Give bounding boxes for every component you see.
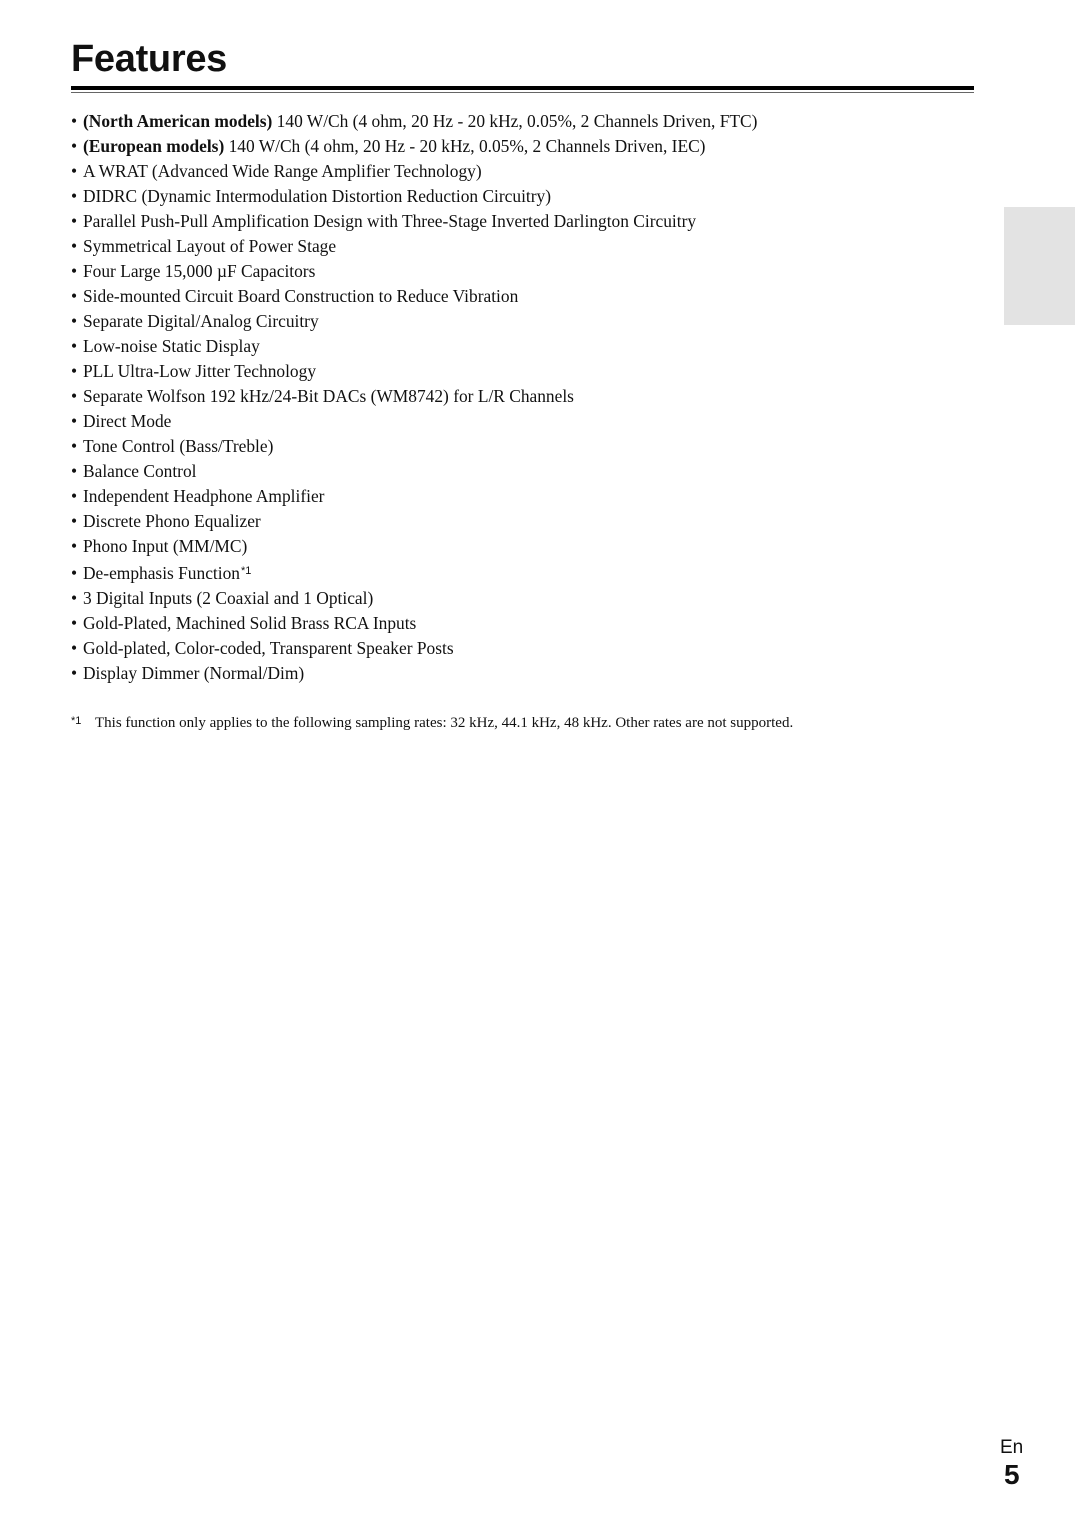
- feature-bold-label: (European models): [83, 136, 225, 156]
- feature-text: 140 W/Ch (4 ohm, 20 Hz - 20 kHz, 0.05%, 2 Channels Driven, FTC): [272, 111, 758, 131]
- feature-text: Separate Digital/Analog Circuitry: [83, 311, 319, 331]
- feature-text: Balance Control: [83, 461, 197, 481]
- bullet-icon: •: [71, 536, 78, 556]
- feature-bold-label: (North American models): [83, 111, 273, 131]
- feature-item: [71, 434, 757, 459]
- bullet-icon: •: [71, 286, 78, 306]
- feature-text: 140 W/Ch (4 ohm, 20 Hz - 20 kHz, 0.05%, 2 Channels Driven, IEC): [224, 136, 706, 156]
- feature-text: A WRAT (Advanced Wide Range Amplifier Technology): [83, 161, 482, 181]
- bullet-icon: •: [71, 461, 78, 481]
- feature-item: [71, 134, 757, 159]
- feature-text: Phono Input (MM/MC): [83, 536, 248, 556]
- bullet-icon: •: [71, 386, 78, 406]
- footnote-mark: *1: [71, 715, 82, 727]
- feature-item: [71, 409, 757, 434]
- bullet-icon: •: [71, 311, 78, 331]
- feature-item: [71, 636, 757, 661]
- feature-text: Symmetrical Layout of Power Stage: [83, 236, 337, 256]
- bullet-icon: •: [71, 236, 78, 256]
- feature-item: [71, 661, 757, 686]
- bullet-icon: •: [71, 613, 78, 633]
- feature-item: [71, 611, 757, 636]
- bullet-icon: •: [71, 211, 78, 231]
- feature-item: [71, 209, 757, 234]
- bullet-icon: •: [71, 436, 78, 456]
- feature-item: [71, 159, 757, 184]
- page-number: 5: [1004, 1459, 1020, 1490]
- feature-text: Parallel Push-Pull Amplification Design with Three-Stage Inverted Darlington Circuitry: [83, 211, 697, 231]
- bullet-icon: •: [71, 136, 78, 156]
- feature-item: [71, 234, 757, 259]
- footnote-reference: *1: [240, 565, 252, 577]
- feature-item: [71, 184, 757, 209]
- bullet-icon: •: [71, 588, 78, 608]
- page-title: Features: [71, 38, 228, 80]
- bullet-icon: •: [71, 563, 78, 583]
- feature-item: [71, 109, 757, 134]
- feature-item: [71, 459, 757, 484]
- feature-text: Side-mounted Circuit Board Construction to Reduce Vibration: [83, 286, 519, 306]
- feature-item: [71, 384, 757, 409]
- feature-text: Low-noise Static Display: [83, 336, 260, 356]
- feature-text: Gold-Plated, Machined Solid Brass RCA Inputs: [83, 613, 417, 633]
- bullet-icon: •: [71, 111, 78, 131]
- title-rule-thick: [71, 86, 974, 90]
- title-rule-thin: [71, 92, 974, 93]
- feature-item: [71, 284, 757, 309]
- feature-text: Direct Mode: [83, 411, 172, 431]
- feature-item: [71, 586, 757, 611]
- bullet-icon: •: [71, 638, 78, 658]
- feature-text: Separate Wolfson 192 kHz/24-Bit DACs (WM8742) for L/R Channels: [83, 386, 574, 406]
- language-label: En: [1000, 1437, 1024, 1458]
- feature-text: 3 Digital Inputs (2 Coaxial and 1 Optical): [83, 588, 374, 608]
- bullet-icon: •: [71, 361, 78, 381]
- features-list: [71, 109, 757, 686]
- bullet-icon: •: [71, 161, 78, 181]
- feature-item: [71, 534, 757, 559]
- bullet-icon: •: [71, 261, 78, 281]
- bullet-icon: •: [71, 336, 78, 356]
- feature-item: [71, 309, 757, 334]
- feature-text: Display Dimmer (Normal/Dim): [83, 663, 305, 683]
- feature-item: [71, 484, 757, 509]
- feature-text: Independent Headphone Amplifier: [83, 486, 325, 506]
- feature-text: DIDRC (Dynamic Intermodulation Distortion Reduction Circuitry): [83, 186, 552, 206]
- feature-text: Gold-plated, Color-coded, Transparent Speaker Posts: [83, 638, 454, 658]
- bullet-icon: •: [71, 663, 78, 683]
- footnote-text: This function only applies to the following sampling rates: 32 kHz, 44.1 kHz, 48 kHz. Other rates are not supported.: [95, 715, 794, 731]
- feature-item: [71, 509, 757, 534]
- feature-item: [71, 359, 757, 384]
- bullet-icon: •: [71, 486, 78, 506]
- feature-text: De-emphasis Function: [83, 563, 240, 583]
- feature-text: Tone Control (Bass/Treble): [83, 436, 274, 456]
- feature-text: Four Large 15,000 µF Capacitors: [83, 261, 316, 281]
- bullet-icon: •: [71, 186, 78, 206]
- section-side-tab: [1004, 207, 1075, 325]
- feature-item: [71, 334, 757, 359]
- feature-item: [71, 259, 757, 284]
- bullet-icon: •: [71, 511, 78, 531]
- footnote: [71, 711, 793, 733]
- feature-item: [71, 559, 757, 586]
- bullet-icon: •: [71, 411, 78, 431]
- feature-text: Discrete Phono Equalizer: [83, 511, 261, 531]
- feature-text: PLL Ultra-Low Jitter Technology: [83, 361, 317, 381]
